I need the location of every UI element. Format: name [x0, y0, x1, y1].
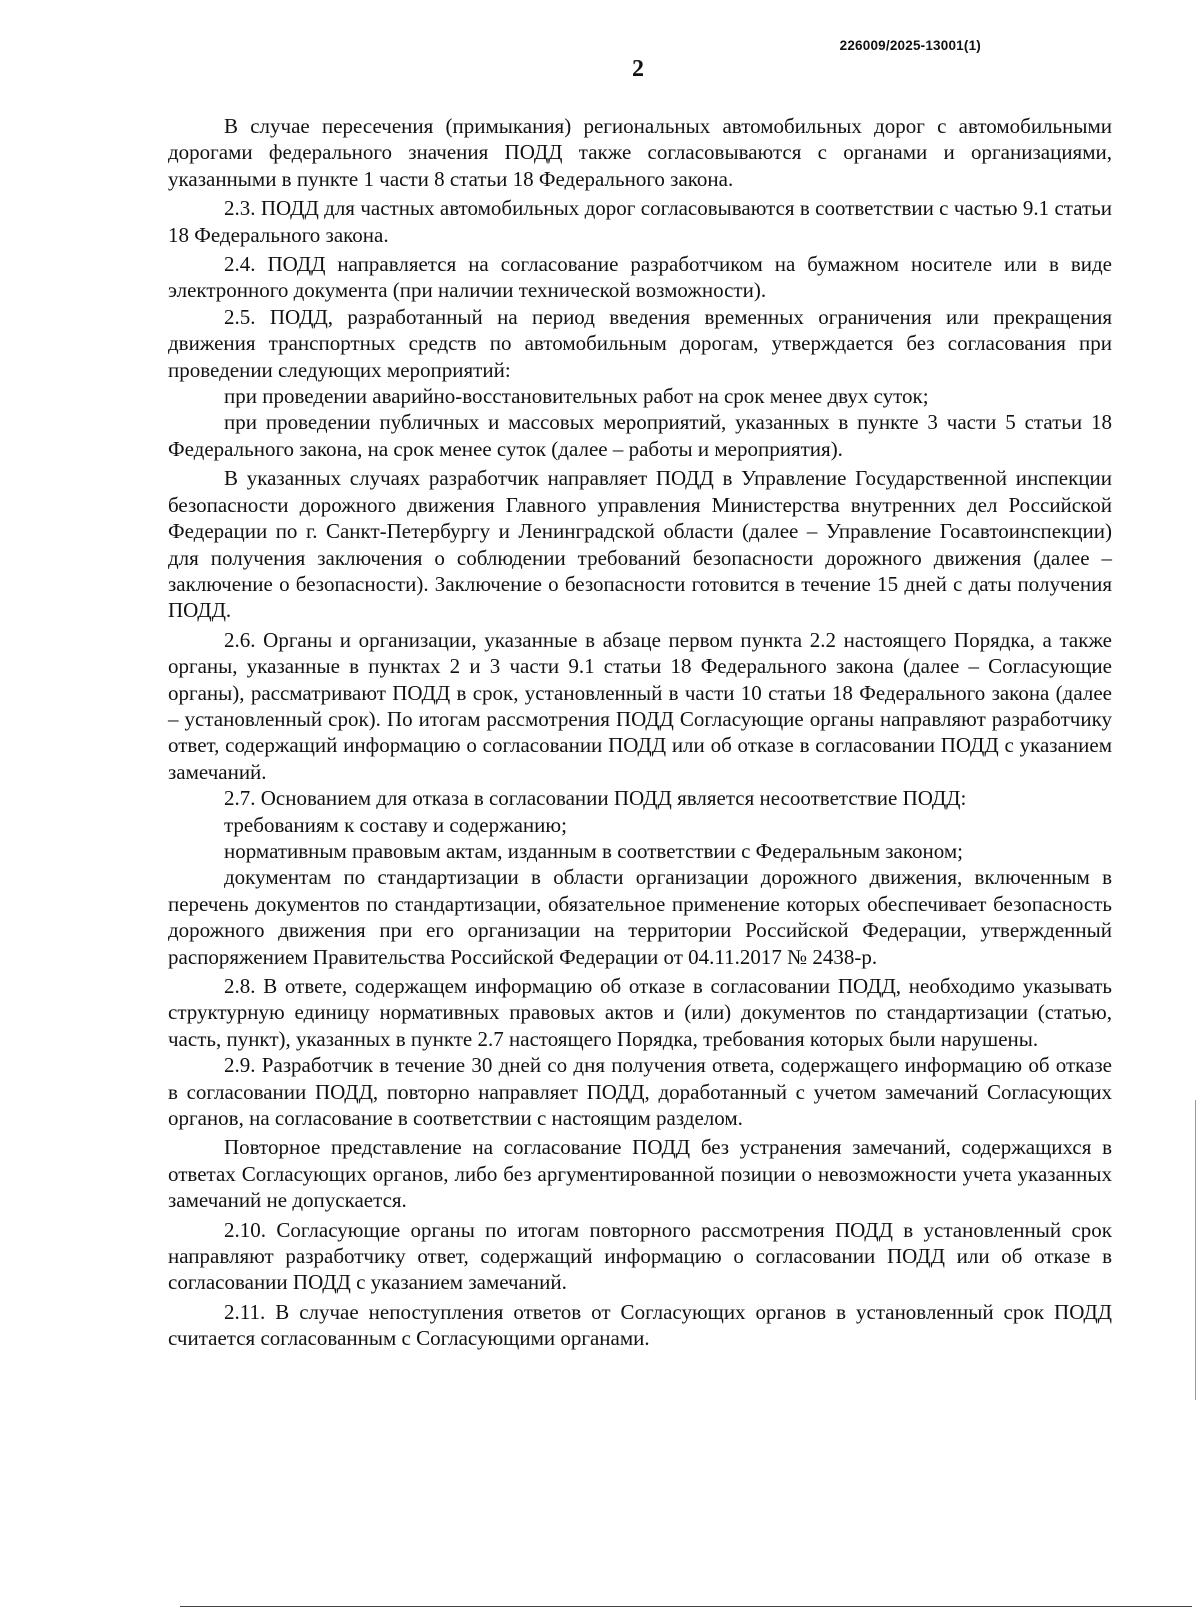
paragraph-2-5-item-1: при проведении аварийно-восстановительных работ на срок менее двух суток; [224, 384, 929, 409]
page-number: 2 [632, 56, 644, 82]
scan-bottom-edge-line [180, 1606, 1192, 1607]
paragraph-2-3: 2.3. ПОДД для частных автомобильных дорог согласовываются в соответствии с частью 9.1 статьи 18 Федерального закона. [168, 196, 1112, 247]
paragraph-2-7: 2.7. Основанием для отказа в согласовании ПОДД является несоответствие ПОДД: [224, 786, 967, 811]
paragraph-2-9: 2.9. Разработчик в течение 30 дней со дня получения ответа, содержащего информацию об отказе в согласовании ПОДД, повторно направляет ПОДД, доработанный с учетом замечаний Согласующих органов, на согласование в соответствии с настоящим разделом. [168, 1053, 1112, 1131]
document-registration-number: 226009/2025-13001(1) [839, 38, 981, 53]
paragraph-2-4: 2.4. ПОДД направляется на согласование разработчиком на бумажном носителе или в виде электронного документа (при наличии технической возможности). [168, 252, 1112, 303]
paragraph-2-7-item-3: документам по стандартизации в области организации дорожного движения, включенным в перечень документов по стандартизации, обязательное применение которых обеспечивает безопасность дорожного движения при его организации на территории Российской Федерации, утвержденный распоряжением Правительства Российской Федерации от 04.11.2017 № 2438-р. [168, 865, 1112, 969]
paragraph-2-5-item-2: при проведении публичных и массовых мероприятий, указанных в пункте 3 части 5 статьи 18 Федерального закона, на срок менее суток (далее – работы и мероприятия). [168, 410, 1112, 461]
paragraph-2-7-item-2: нормативным правовым актам, изданным в соответствии с Федеральным законом; [224, 838, 963, 863]
paragraph-2-9-note: Повторное представление на согласование ПОДД без устранения замечаний, содержащихся в ответах Согласующих органов, либо без аргументированной позиции о невозможности учета указанных замечаний не допускается. [168, 1135, 1112, 1213]
paragraph-2-2-continued: В случае пересечения (примыкания) региональных автомобильных дорог с автомобильными дорогами федерального значения ПОДД также согласовываются с органами и организациями, указанными в пункте 1 части 8 статьи 18 Федерального закона. [168, 114, 1112, 191]
scan-right-edge-line [1195, 1100, 1196, 1400]
document-body [168, 113, 1112, 1352]
paragraph-2-5: 2.5. ПОДД, разработанный на период введения временных ограничения или прекращения движения транспортных средств по автомобильным дорогам, утверждается без согласования при проведении следующих мероприятий: [168, 304, 1112, 382]
paragraph-2-5-note: В указанных случаях разработчик направляет ПОДД в Управление Государственной инспекции безопасности дорожного движения Главного управления Министерства внутренних дел Российской Федерации по г. Санкт-Петербургу и Ленинградской области (далее – Управление Госавтоинспекции) для получения заключения о соблюдении требований безопасности дорожного движения (далее – заключение о безопасности). Заключение о безопасности готовится в течение 15 дней с даты получения ПОДД. [168, 466, 1112, 623]
paragraph-2-8: 2.8. В ответе, содержащем информацию об отказе в согласовании ПОДД, необходимо указывать структурную единицу нормативных правовых актов и (или) документов по стандартизации (статью, часть, пункт), указанных в пункте 2.7 настоящего Порядка, требования которых были нарушены. [168, 974, 1112, 1051]
paragraph-2-7-item-1: требованиям к составу и содержанию; [224, 812, 567, 837]
paragraph-2-11: 2.11. В случае непоступления ответов от Согласующих органов в установленный срок ПОДД считается согласованным с Согласующими органами. [168, 1299, 1112, 1351]
paragraph-2-6: 2.6. Органы и организации, указанные в абзаце первом пункта 2.2 настоящего Порядка, а также органы, указанные в пунктах 2 и 3 части 9.1 статьи 18 Федерального закона (далее – Согласующие органы), рассматривают ПОДД в срок, установленный в части 10 статьи 18 Федерального закона (далее – установленный срок). По итогам рассмотрения ПОДД Согласующие органы направляют разработчику ответ, содержащий информацию о согласовании ПОДД или об отказе в согласовании ПОДД с указанием замечаний. [168, 627, 1112, 784]
paragraph-2-10: 2.10. Согласующие органы по итогам повторного рассмотрения ПОДД в установленный срок направляют разработчику ответ, содержащий информацию о согласовании ПОДД или об отказе в согласовании ПОДД с указанием замечаний. [168, 1217, 1112, 1295]
